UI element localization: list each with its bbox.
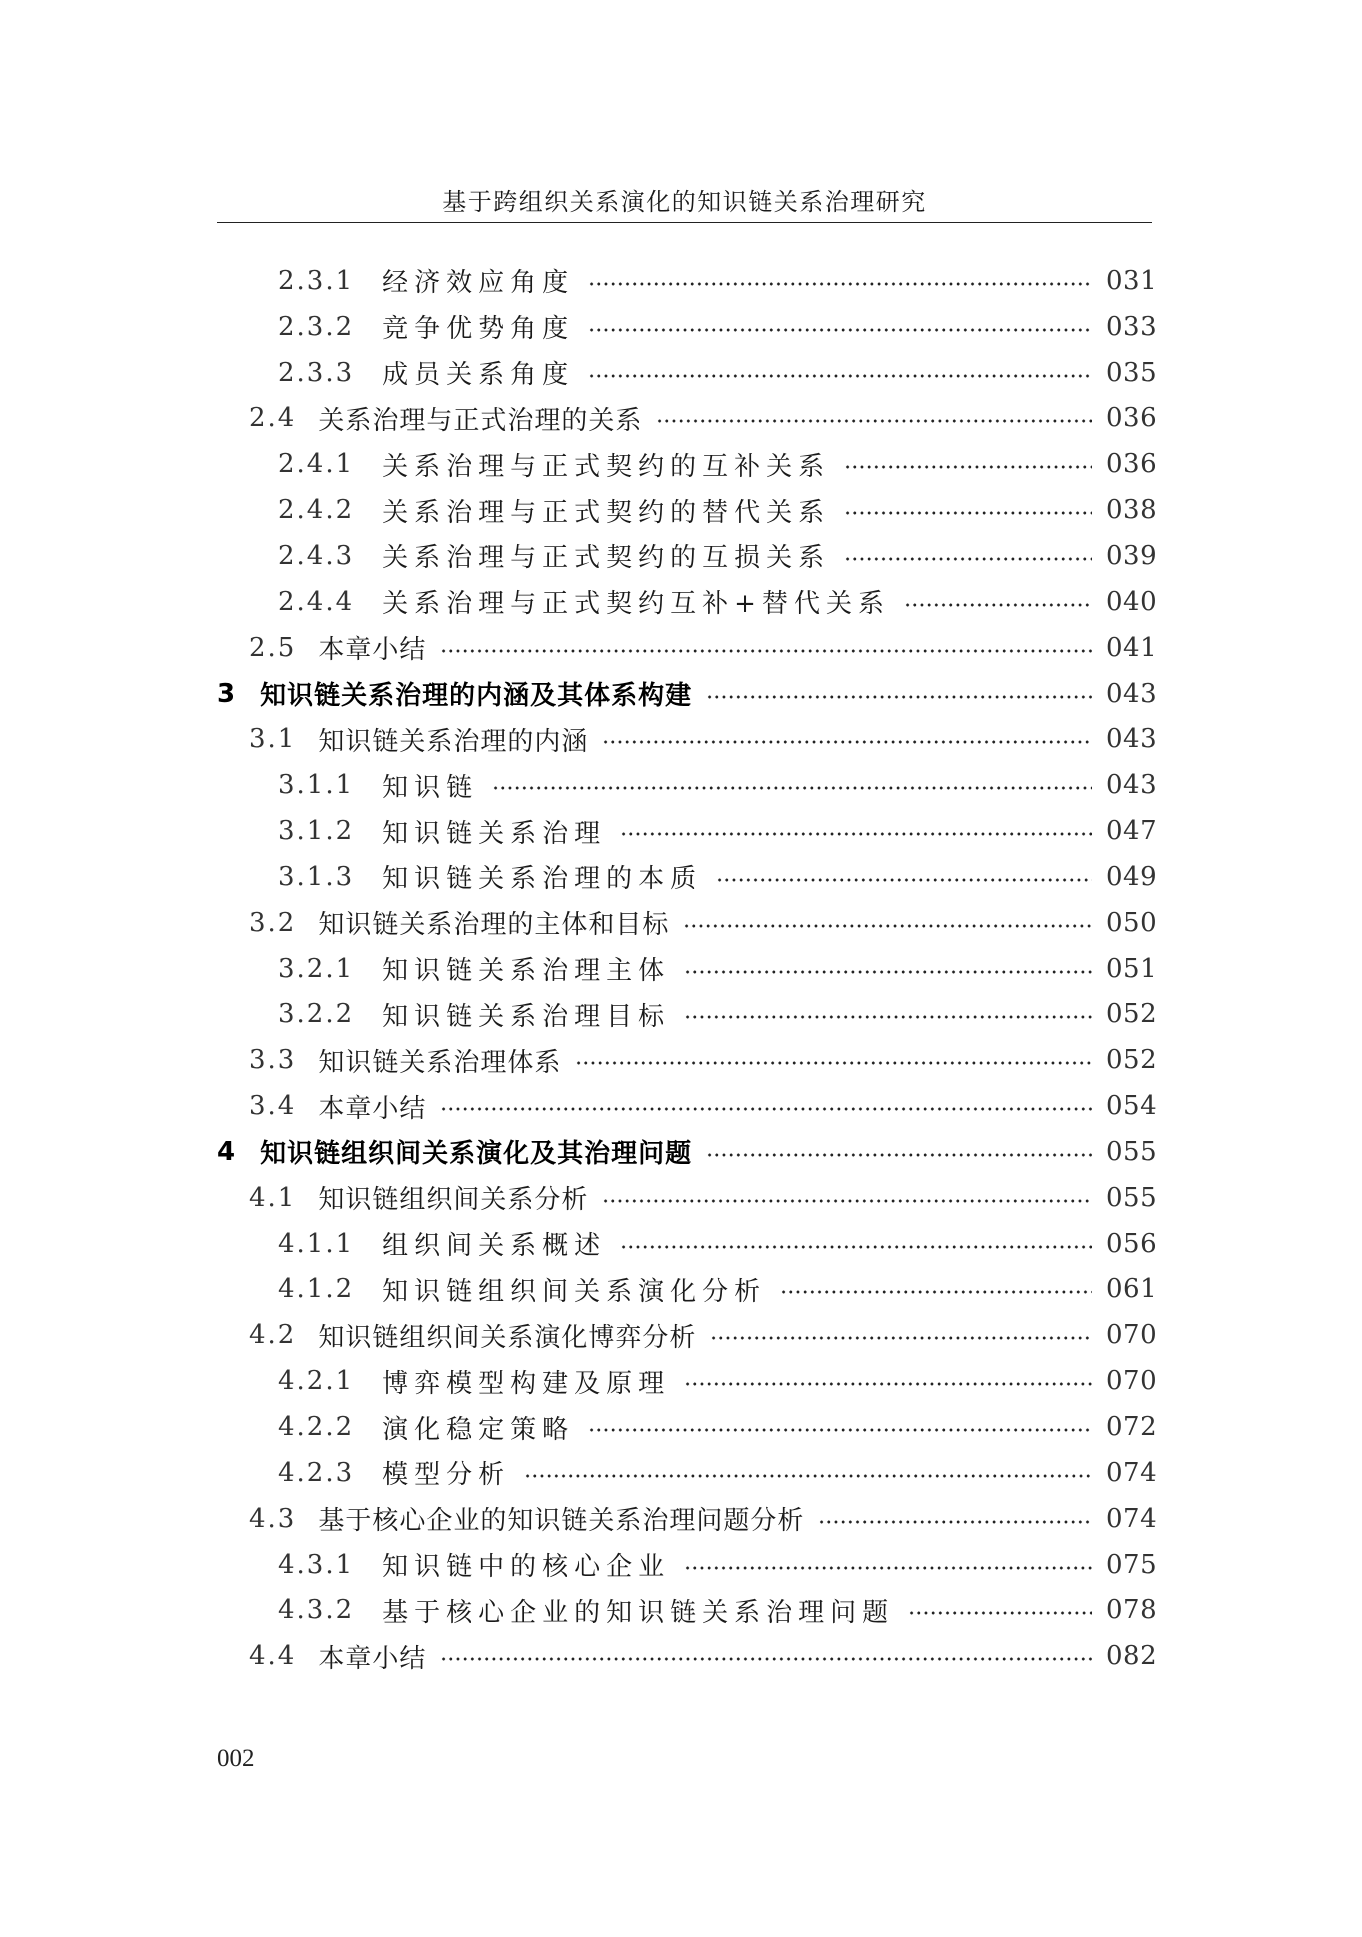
toc-entry-title: 知识链组织间关系分析 xyxy=(318,1185,589,1216)
toc-entry-title: 知识链组织间关系演化及其治理问题 xyxy=(260,1139,693,1170)
toc-entry-page: 035 xyxy=(1106,357,1158,388)
toc-entry-page: 054 xyxy=(1106,1091,1158,1122)
toc-entry-number: 2.3.2 xyxy=(278,311,355,342)
toc-entry-title: 知识链关系治理的内涵 xyxy=(318,726,589,757)
toc-dot-leader xyxy=(620,832,1092,836)
toc-entry xyxy=(217,1404,1158,1450)
toc-entry xyxy=(217,350,1158,396)
toc-entry-page: 072 xyxy=(1106,1412,1158,1443)
toc-entry-page: 075 xyxy=(1106,1549,1158,1580)
toc-entry-title: 知识链关系治理目标 xyxy=(382,1001,671,1032)
toc-entry xyxy=(217,625,1158,671)
toc-entry-page: 078 xyxy=(1106,1595,1158,1626)
page-number: 002 xyxy=(217,1745,255,1772)
toc-dot-leader xyxy=(706,695,1092,699)
toc-dot-leader xyxy=(588,282,1092,286)
toc-entry-page: 049 xyxy=(1106,861,1158,892)
toc-entry-title: 关系治理与正式治理的关系 xyxy=(318,405,643,436)
toc-entry-number: 3.1.1 xyxy=(278,770,355,801)
toc-dot-leader xyxy=(684,1382,1092,1386)
toc-entry xyxy=(217,716,1158,762)
toc-entry xyxy=(217,946,1158,992)
toc-entry xyxy=(217,396,1158,442)
toc-entry-page: 074 xyxy=(1106,1457,1158,1488)
toc-entry-page: 031 xyxy=(1106,265,1158,296)
toc-dot-leader xyxy=(575,1061,1092,1065)
toc-entry-number: 2.4.1 xyxy=(278,449,355,480)
toc-entry-page: 052 xyxy=(1106,999,1158,1030)
toc-entry-title: 知识链关系治理体系 xyxy=(318,1047,562,1078)
toc-entry-page: 061 xyxy=(1106,1274,1158,1305)
toc-entry-page: 055 xyxy=(1106,1136,1158,1167)
toc-dot-leader xyxy=(440,1107,1092,1111)
toc-entry xyxy=(217,441,1158,487)
toc-entry xyxy=(217,1129,1158,1175)
toc-entry-number: 4.2.2 xyxy=(278,1412,355,1443)
toc-entry-title: 基于核心企业的知识链关系治理问题 xyxy=(382,1597,895,1628)
toc-dot-leader xyxy=(683,924,1092,928)
toc-entry-page: 047 xyxy=(1106,816,1158,847)
toc-entry-title: 经济效应角度 xyxy=(382,268,575,299)
toc-dot-leader xyxy=(684,970,1092,974)
toc-entry-page: 040 xyxy=(1106,586,1158,617)
toc-entry-page: 082 xyxy=(1106,1641,1158,1672)
toc-entry-number: 2.3.1 xyxy=(278,265,355,296)
toc-entry-number: 3.2.1 xyxy=(278,953,355,984)
toc-entry-number: 4.4 xyxy=(249,1641,297,1672)
toc-dot-leader xyxy=(844,465,1092,469)
toc-dot-leader xyxy=(780,1290,1092,1294)
toc-entry-number: 4.3.1 xyxy=(278,1549,355,1580)
toc-entry-title: 知识链关系治理的主体和目标 xyxy=(318,910,670,941)
toc-entry-title: 知识链 xyxy=(382,772,479,803)
toc-entry xyxy=(217,1267,1158,1313)
toc-entry-number: 3.1 xyxy=(249,724,297,755)
toc-entry xyxy=(217,762,1158,808)
toc-entry-title: 知识链中的核心企业 xyxy=(382,1552,671,1583)
toc-entry-title: 关系治理与正式契约互补+替代关系 xyxy=(382,589,890,620)
toc-entry-number: 3.1.2 xyxy=(278,816,355,847)
toc-entry xyxy=(217,533,1158,579)
toc-entry-number: 3 xyxy=(217,678,236,709)
toc-entry-title: 关系治理与正式契约的互损关系 xyxy=(382,543,831,574)
toc-entry-title: 关系治理与正式契约的替代关系 xyxy=(382,497,831,528)
toc-entry-number: 3.2.2 xyxy=(278,999,355,1030)
toc-entry xyxy=(217,258,1158,304)
toc-entry xyxy=(217,1450,1158,1496)
toc-dot-leader xyxy=(844,511,1092,515)
toc-entry-number: 3.4 xyxy=(249,1091,297,1122)
toc-entry-number: 2.4.4 xyxy=(278,586,355,617)
toc-entry xyxy=(217,992,1158,1038)
toc-entry-title: 本章小结 xyxy=(318,635,427,666)
toc-entry xyxy=(217,1358,1158,1404)
toc-entry-number: 3.3 xyxy=(249,1045,297,1076)
toc-entry-page: 039 xyxy=(1106,540,1158,571)
toc-entry xyxy=(217,1542,1158,1588)
toc-entry-number: 2.4.2 xyxy=(278,495,355,526)
toc-entry-title: 知识链关系治理的内涵及其体系构建 xyxy=(260,681,693,712)
toc-dot-leader xyxy=(656,419,1092,423)
toc-entry-number: 2.5 xyxy=(249,632,297,663)
book-title: 基于跨组织关系演化的知识链关系治理研究 xyxy=(442,188,927,216)
toc-dot-leader xyxy=(706,1153,1092,1157)
toc-entry-page: 070 xyxy=(1106,1320,1158,1351)
toc-dot-leader xyxy=(602,740,1092,744)
toc-dot-leader xyxy=(908,1611,1092,1615)
toc-entry-title: 知识链组织间关系演化博弈分析 xyxy=(318,1322,697,1353)
toc-entry-number: 4 xyxy=(217,1136,236,1167)
toc-entry-page: 070 xyxy=(1106,1366,1158,1397)
toc-dot-leader xyxy=(716,878,1092,882)
toc-dot-leader xyxy=(684,1566,1092,1570)
toc-dot-leader xyxy=(844,557,1092,561)
toc-entry xyxy=(217,900,1158,946)
toc-entry-title: 成员关系角度 xyxy=(382,360,575,391)
toc-dot-leader xyxy=(440,1657,1092,1661)
toc-entry-number: 2.4 xyxy=(249,403,297,434)
toc-dot-leader xyxy=(588,374,1092,378)
table-of-contents xyxy=(217,258,1158,1679)
toc-entry-page: 043 xyxy=(1106,678,1158,709)
toc-dot-leader xyxy=(684,1015,1092,1019)
toc-entry-page: 051 xyxy=(1106,953,1158,984)
toc-dot-leader xyxy=(710,1336,1092,1340)
toc-entry-number: 3.2 xyxy=(249,907,297,938)
toc-dot-leader xyxy=(904,603,1092,607)
toc-entry xyxy=(217,487,1158,533)
toc-dot-leader xyxy=(588,328,1092,332)
toc-dot-leader xyxy=(602,1199,1092,1203)
toc-entry xyxy=(217,1587,1158,1633)
toc-entry-number: 2.4.3 xyxy=(278,540,355,571)
toc-entry-page: 055 xyxy=(1106,1182,1158,1213)
toc-entry-title: 关系治理与正式契约的互补关系 xyxy=(382,451,831,482)
toc-dot-leader xyxy=(440,649,1092,653)
toc-entry-page: 036 xyxy=(1106,403,1158,434)
toc-entry-title: 知识链关系治理的本质 xyxy=(382,864,703,895)
toc-entry xyxy=(217,1312,1158,1358)
toc-entry-number: 4.2 xyxy=(249,1320,297,1351)
toc-entry-page: 041 xyxy=(1106,632,1158,663)
toc-entry-page: 056 xyxy=(1106,1228,1158,1259)
toc-entry-page: 038 xyxy=(1106,495,1158,526)
toc-entry-page: 036 xyxy=(1106,449,1158,480)
toc-entry xyxy=(217,1175,1158,1221)
toc-entry-title: 本章小结 xyxy=(318,1093,427,1124)
toc-entry-title: 知识链关系治理 xyxy=(382,818,607,849)
toc-entry-number: 4.3 xyxy=(249,1503,297,1534)
toc-entry-title: 组织间关系概述 xyxy=(382,1231,607,1262)
toc-entry-page: 043 xyxy=(1106,770,1158,801)
toc-entry xyxy=(217,671,1158,717)
toc-entry-title: 演化稳定策略 xyxy=(382,1414,575,1445)
toc-entry xyxy=(217,854,1158,900)
toc-entry-title: 博弈模型构建及原理 xyxy=(382,1368,671,1399)
toc-entry xyxy=(217,579,1158,625)
toc-dot-leader xyxy=(524,1474,1092,1478)
toc-entry xyxy=(217,1633,1158,1679)
toc-entry-page: 043 xyxy=(1106,724,1158,755)
toc-entry-title: 模型分析 xyxy=(382,1460,511,1491)
toc-entry-number: 4.1 xyxy=(249,1182,297,1213)
toc-entry-number: 4.1.2 xyxy=(278,1274,355,1305)
toc-entry-page: 033 xyxy=(1106,311,1158,342)
toc-entry-number: 4.1.1 xyxy=(278,1228,355,1259)
toc-entry-number: 4.3.2 xyxy=(278,1595,355,1626)
toc-entry xyxy=(217,1496,1158,1542)
toc-entry xyxy=(217,1083,1158,1129)
toc-entry-page: 052 xyxy=(1106,1045,1158,1076)
toc-entry-number: 2.3.3 xyxy=(278,357,355,388)
toc-entry xyxy=(217,1221,1158,1267)
toc-dot-leader xyxy=(818,1520,1092,1524)
toc-entry-title: 基于核心企业的知识链关系治理问题分析 xyxy=(318,1506,805,1537)
toc-entry-number: 3.1.3 xyxy=(278,861,355,892)
toc-entry-number: 4.2.1 xyxy=(278,1366,355,1397)
toc-entry-title: 知识链组织间关系演化分析 xyxy=(382,1276,767,1307)
toc-entry-page: 050 xyxy=(1106,907,1158,938)
running-header xyxy=(217,180,1152,223)
toc-dot-leader xyxy=(492,786,1092,790)
toc-entry xyxy=(217,808,1158,854)
toc-dot-leader xyxy=(620,1245,1092,1249)
toc-entry-page: 074 xyxy=(1106,1503,1158,1534)
toc-entry xyxy=(217,304,1158,350)
toc-dot-leader xyxy=(588,1428,1092,1432)
toc-entry xyxy=(217,1037,1158,1083)
toc-entry-title: 竞争优势角度 xyxy=(382,314,575,345)
toc-entry-title: 知识链关系治理主体 xyxy=(382,956,671,987)
toc-entry-number: 4.2.3 xyxy=(278,1457,355,1488)
toc-entry-title: 本章小结 xyxy=(318,1643,427,1674)
